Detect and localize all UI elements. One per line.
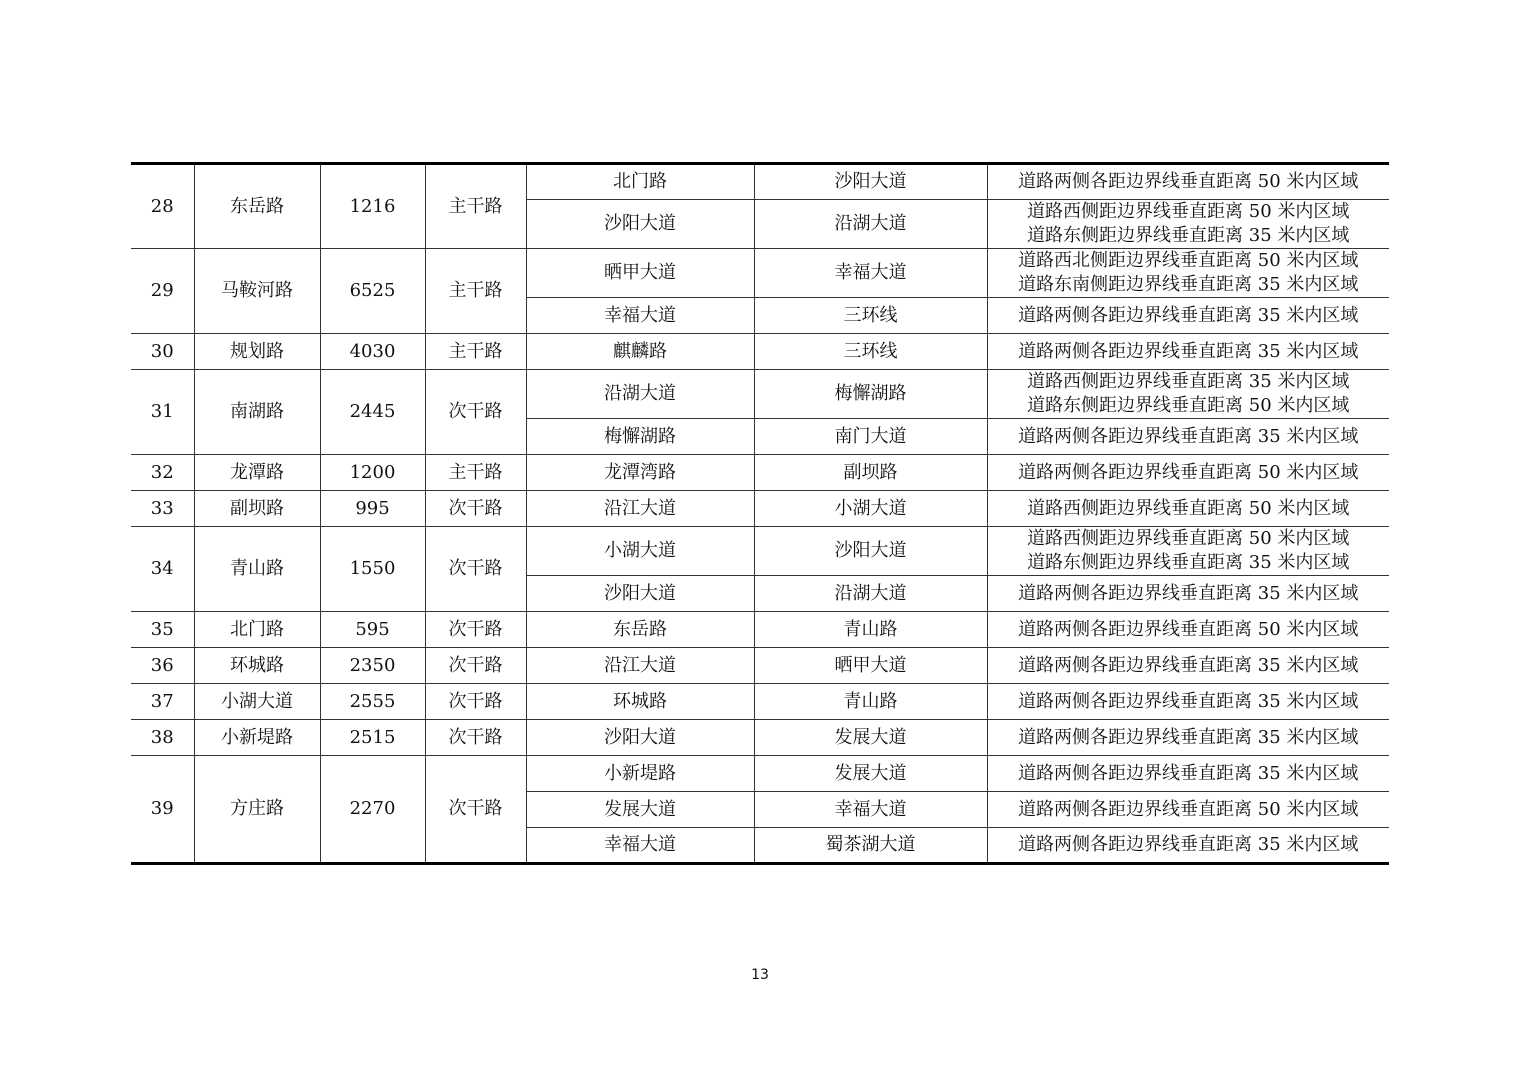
road-grade-cell: 次干路 xyxy=(425,491,526,527)
protection-area-text: 道路两侧各距边界线垂直距离 50 米内区域 xyxy=(1018,171,1359,192)
protection-area-text: 道路两侧各距边界线垂直距离 35 米内区域 xyxy=(1018,340,1359,362)
road-name-cell: 规划路 xyxy=(194,334,320,370)
segment-end-cell: 晒甲大道 xyxy=(754,648,987,684)
segment-end-cell: 三环线 xyxy=(754,298,987,334)
protection-area-cell xyxy=(987,648,1389,684)
table-row xyxy=(131,164,1389,200)
protection-area-text: 道路西北侧距边界线垂直距离 50 米内区域 xyxy=(1018,250,1359,271)
segment-start-cell: 幸福大道 xyxy=(526,298,754,334)
road-name-cell: 龙潭路 xyxy=(194,455,320,491)
table-row xyxy=(131,720,1389,756)
protection-area-cell xyxy=(987,334,1389,370)
protection-area-text: 道路两侧各距边界线垂直距离 50 米内区域 xyxy=(1018,798,1359,820)
road-name-cell: 小湖大道 xyxy=(194,684,320,720)
protection-area-text: 道路两侧各距边界线垂直距离 35 米内区域 xyxy=(1018,304,1359,326)
road-length-cell: 2270 xyxy=(320,756,425,864)
road-name-cell: 南湖路 xyxy=(194,370,320,455)
protection-area-text: 道路两侧各距边界线垂直距离 35 米内区域 xyxy=(1018,834,1359,855)
road-name-cell: 东岳路 xyxy=(194,164,320,249)
protection-area-text: 道路两侧各距边界线垂直距离 35 米内区域 xyxy=(1018,654,1359,676)
segment-end-cell: 沙阳大道 xyxy=(754,164,987,200)
protection-area-cell xyxy=(987,612,1389,648)
segment-start-cell: 环城路 xyxy=(526,684,754,720)
road-name-cell: 北门路 xyxy=(194,612,320,648)
table-row xyxy=(131,648,1389,684)
segment-start-cell: 小湖大道 xyxy=(526,527,754,576)
road-number-cell: 38 xyxy=(131,720,194,756)
protection-area-cell xyxy=(987,455,1389,491)
segment-start-cell: 沿湖大道 xyxy=(526,370,754,419)
protection-area-cell xyxy=(987,370,1389,419)
protection-area-text: 道路两侧各距边界线垂直距离 50 米内区域 xyxy=(1018,461,1359,483)
road-number-cell: 29 xyxy=(131,249,194,334)
segment-start-cell: 麒麟路 xyxy=(526,334,754,370)
road-length-cell: 1200 xyxy=(320,455,425,491)
road-grade-cell: 次干路 xyxy=(425,527,526,612)
road-grade-cell: 主干路 xyxy=(425,164,526,249)
road-number-cell: 35 xyxy=(131,612,194,648)
protection-area-cell xyxy=(987,684,1389,720)
road-length-cell: 1550 xyxy=(320,527,425,612)
road-name-cell: 小新堤路 xyxy=(194,720,320,756)
segment-end-cell: 沿湖大道 xyxy=(754,576,987,612)
table-row xyxy=(131,756,1389,792)
segment-end-cell: 青山路 xyxy=(754,684,987,720)
segment-end-cell: 发展大道 xyxy=(754,720,987,756)
table-row xyxy=(131,334,1389,370)
segment-end-cell: 青山路 xyxy=(754,612,987,648)
road-length-cell: 4030 xyxy=(320,334,425,370)
road-grade-cell: 主干路 xyxy=(425,455,526,491)
segment-start-cell: 幸福大道 xyxy=(526,828,754,864)
protection-area-cell xyxy=(987,756,1389,792)
road-grade-cell: 次干路 xyxy=(425,720,526,756)
protection-area-text: 道路东南侧距边界线垂直距离 35 米内区域 xyxy=(1018,274,1359,295)
road-grade-cell: 主干路 xyxy=(425,249,526,334)
road-name-cell: 副坝路 xyxy=(194,491,320,527)
protection-area-cell xyxy=(987,527,1389,576)
road-name-cell: 青山路 xyxy=(194,527,320,612)
segment-start-cell: 东岳路 xyxy=(526,612,754,648)
segment-start-cell: 北门路 xyxy=(526,164,754,200)
segment-start-cell: 沿江大道 xyxy=(526,648,754,684)
road-number-cell: 31 xyxy=(131,370,194,455)
segment-start-cell: 沙阳大道 xyxy=(526,576,754,612)
table-row xyxy=(131,455,1389,491)
segment-end-cell: 发展大道 xyxy=(754,756,987,792)
road-length-cell: 2350 xyxy=(320,648,425,684)
protection-area-text: 道路西侧距边界线垂直距离 35 米内区域 xyxy=(1027,371,1350,392)
road-grade-cell: 次干路 xyxy=(425,648,526,684)
protection-area-text: 道路西侧距边界线垂直距离 50 米内区域 xyxy=(1027,497,1350,519)
protection-area-text: 道路两侧各距边界线垂直距离 35 米内区域 xyxy=(1018,425,1359,447)
road-length-cell: 995 xyxy=(320,491,425,527)
road-number-cell: 36 xyxy=(131,648,194,684)
segment-start-cell: 小新堤路 xyxy=(526,756,754,792)
road-number-cell: 28 xyxy=(131,164,194,249)
protection-area-cell xyxy=(987,792,1389,828)
table-row xyxy=(131,684,1389,720)
segment-end-cell: 沿湖大道 xyxy=(754,200,987,249)
road-number-cell: 34 xyxy=(131,527,194,612)
table-row xyxy=(131,612,1389,648)
segment-start-cell: 龙潭湾路 xyxy=(526,455,754,491)
road-grade-cell: 次干路 xyxy=(425,756,526,864)
road-number-cell: 37 xyxy=(131,684,194,720)
segment-end-cell: 小湖大道 xyxy=(754,491,987,527)
page-number: 13 xyxy=(751,967,769,983)
protection-area-cell xyxy=(987,249,1389,298)
road-length-cell: 1216 xyxy=(320,164,425,249)
road-grade-cell: 次干路 xyxy=(425,370,526,455)
protection-area-cell xyxy=(987,298,1389,334)
segment-end-cell: 蜀茶湖大道 xyxy=(754,828,987,864)
segment-end-cell: 幸福大道 xyxy=(754,249,987,298)
road-number-cell: 33 xyxy=(131,491,194,527)
road-number-cell: 30 xyxy=(131,334,194,370)
table-row xyxy=(131,249,1389,298)
protection-area-cell xyxy=(987,419,1389,455)
protection-area-cell xyxy=(987,720,1389,756)
road-grade-cell: 主干路 xyxy=(425,334,526,370)
road-grade-cell: 次干路 xyxy=(425,684,526,720)
segment-start-cell: 沙阳大道 xyxy=(526,200,754,249)
protection-area-text: 道路两侧各距边界线垂直距离 35 米内区域 xyxy=(1018,762,1359,784)
protection-area-text: 道路两侧各距边界线垂直距离 35 米内区域 xyxy=(1018,582,1359,604)
segment-start-cell: 发展大道 xyxy=(526,792,754,828)
protection-area-cell xyxy=(987,491,1389,527)
road-grade-cell: 次干路 xyxy=(425,612,526,648)
road-number-cell: 39 xyxy=(131,756,194,864)
protection-area-cell xyxy=(987,576,1389,612)
protection-area-cell xyxy=(987,828,1389,864)
segment-end-cell: 幸福大道 xyxy=(754,792,987,828)
road-length-cell: 2445 xyxy=(320,370,425,455)
road-length-cell: 2555 xyxy=(320,684,425,720)
protection-area-text: 道路东侧距边界线垂直距离 50 米内区域 xyxy=(1027,395,1350,416)
protection-area-text: 道路两侧各距边界线垂直距离 50 米内区域 xyxy=(1018,618,1359,640)
road-name-cell: 马鞍河路 xyxy=(194,249,320,334)
segment-end-cell: 沙阳大道 xyxy=(754,527,987,576)
segment-start-cell: 沙阳大道 xyxy=(526,720,754,756)
protection-area-text: 道路东侧距边界线垂直距离 35 米内区域 xyxy=(1027,552,1350,573)
segment-end-cell: 南门大道 xyxy=(754,419,987,455)
road-boundary-table xyxy=(131,162,1389,865)
protection-area-text: 道路西侧距边界线垂直距离 50 米内区域 xyxy=(1027,201,1350,222)
road-length-cell: 6525 xyxy=(320,249,425,334)
segment-start-cell: 晒甲大道 xyxy=(526,249,754,298)
protection-area-cell xyxy=(987,200,1389,249)
table-row xyxy=(131,527,1389,576)
segment-end-cell: 梅懈湖路 xyxy=(754,370,987,419)
segment-start-cell: 梅懈湖路 xyxy=(526,419,754,455)
protection-area-text: 道路两侧各距边界线垂直距离 35 米内区域 xyxy=(1018,690,1359,712)
table-row xyxy=(131,491,1389,527)
road-name-cell: 环城路 xyxy=(194,648,320,684)
protection-area-text: 道路东侧距边界线垂直距离 35 米内区域 xyxy=(1027,225,1350,246)
segment-end-cell: 三环线 xyxy=(754,334,987,370)
segment-start-cell: 沿江大道 xyxy=(526,491,754,527)
table-body xyxy=(131,164,1389,864)
road-number-cell: 32 xyxy=(131,455,194,491)
table-row xyxy=(131,370,1389,419)
segment-end-cell: 副坝路 xyxy=(754,455,987,491)
road-length-cell: 2515 xyxy=(320,720,425,756)
road-length-cell: 595 xyxy=(320,612,425,648)
protection-area-cell xyxy=(987,164,1389,200)
road-name-cell: 方庄路 xyxy=(194,756,320,864)
protection-area-text: 道路两侧各距边界线垂直距离 35 米内区域 xyxy=(1018,726,1359,748)
protection-area-text: 道路西侧距边界线垂直距离 50 米内区域 xyxy=(1027,528,1350,549)
